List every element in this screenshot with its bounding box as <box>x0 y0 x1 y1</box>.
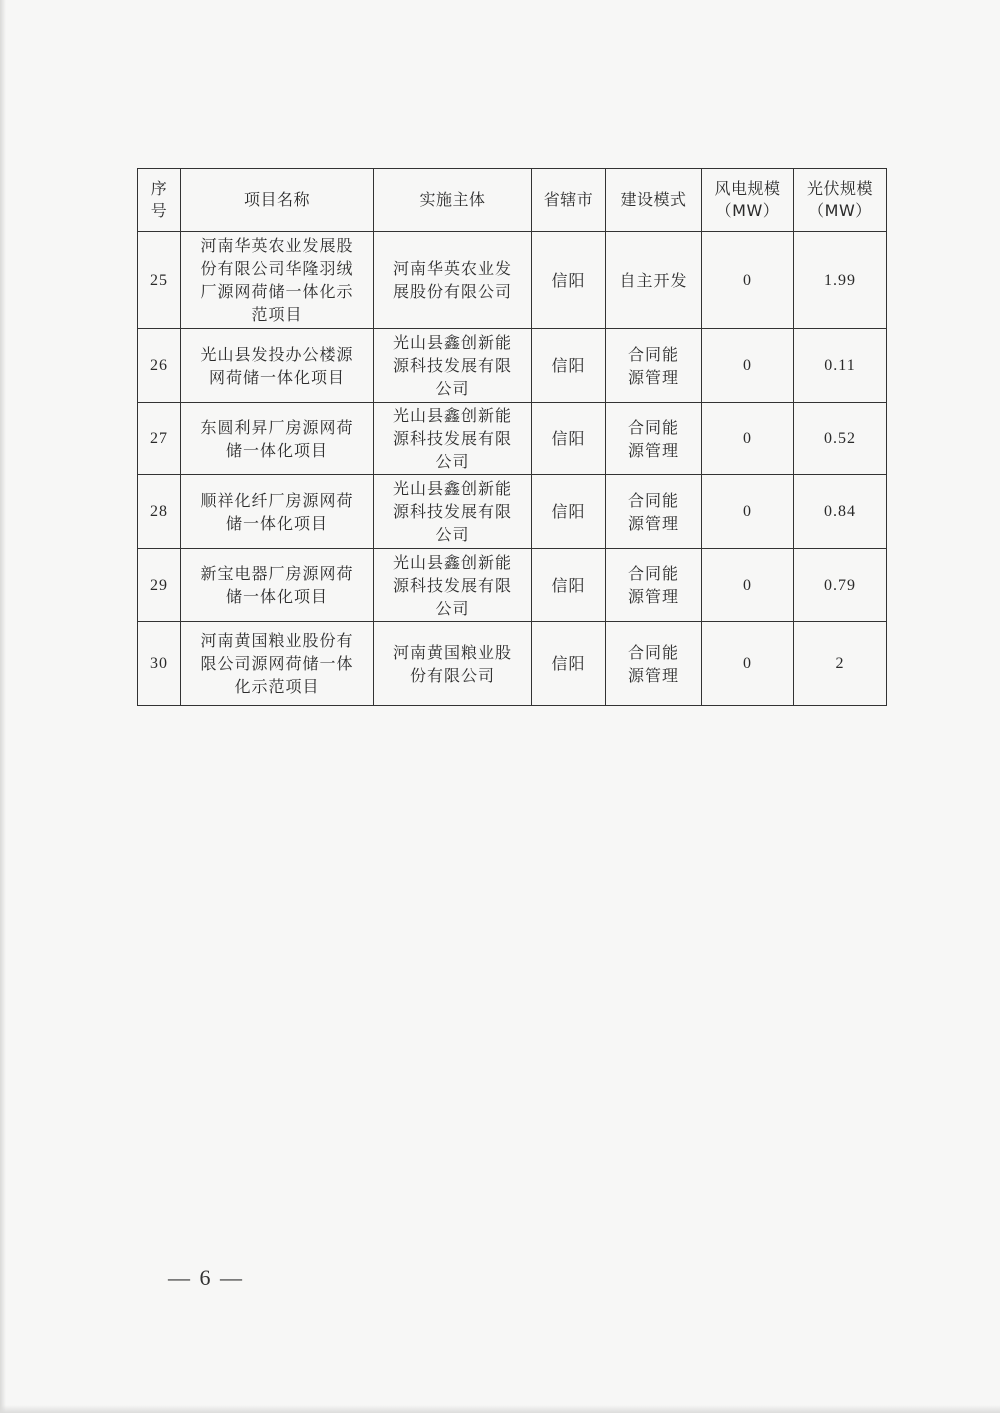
header-wind: 风电规模（MW） <box>702 169 794 232</box>
cell-seq: 26 <box>138 329 181 403</box>
header-entity: 实施主体 <box>374 169 532 232</box>
cell-project-name: 东圆利昇厂房源网荷储一体化项目 <box>181 403 374 475</box>
table-row <box>138 475 887 549</box>
cell-mode: 合同能源管理 <box>606 475 702 549</box>
cell-city: 信阳 <box>532 622 606 706</box>
cell-solar: 2 <box>794 622 887 706</box>
cell-wind: 0 <box>702 475 794 549</box>
cell-entity: 光山县鑫创新能源科技发展有限公司 <box>374 329 532 403</box>
table-row <box>138 549 887 622</box>
page-number: — 6 — <box>168 1265 244 1290</box>
cell-solar: 0.11 <box>794 329 887 403</box>
cell-wind: 0 <box>702 622 794 706</box>
cell-seq: 29 <box>138 549 181 622</box>
table-row <box>138 329 887 403</box>
table-row <box>138 622 887 706</box>
cell-mode: 自主开发 <box>606 232 702 329</box>
cell-seq: 28 <box>138 475 181 549</box>
cell-wind: 0 <box>702 403 794 475</box>
header-city: 省辖市 <box>532 169 606 232</box>
cell-seq: 27 <box>138 403 181 475</box>
cell-entity: 光山县鑫创新能源科技发展有限公司 <box>374 475 532 549</box>
cell-city: 信阳 <box>532 549 606 622</box>
cell-project-name: 河南华英农业发展股份有限公司华隆羽绒厂源网荷储一体化示范项目 <box>181 232 374 329</box>
cell-entity: 光山县鑫创新能源科技发展有限公司 <box>374 403 532 475</box>
cell-project-name: 顺祥化纤厂房源网荷储一体化项目 <box>181 475 374 549</box>
cell-mode: 合同能源管理 <box>606 622 702 706</box>
cell-solar: 1.99 <box>794 232 887 329</box>
cell-solar: 0.79 <box>794 549 887 622</box>
table-header-row <box>138 169 887 232</box>
cell-city: 信阳 <box>532 232 606 329</box>
cell-mode: 合同能源管理 <box>606 549 702 622</box>
cell-project-name: 河南黄国粮业股份有限公司源网荷储一体化示范项目 <box>181 622 374 706</box>
cell-solar: 0.52 <box>794 403 887 475</box>
cell-wind: 0 <box>702 329 794 403</box>
header-name: 项目名称 <box>181 169 374 232</box>
cell-wind: 0 <box>702 232 794 329</box>
cell-entity: 河南黄国粮业股份有限公司 <box>374 622 532 706</box>
cell-solar: 0.84 <box>794 475 887 549</box>
cell-city: 信阳 <box>532 403 606 475</box>
cell-entity: 光山县鑫创新能源科技发展有限公司 <box>374 549 532 622</box>
header-solar: 光伏规模（MW） <box>794 169 887 232</box>
cell-city: 信阳 <box>532 475 606 549</box>
table-row <box>138 232 887 329</box>
cell-project-name: 光山县发投办公楼源网荷储一体化项目 <box>181 329 374 403</box>
header-mode: 建设模式 <box>606 169 702 232</box>
project-table <box>137 168 887 706</box>
cell-seq: 30 <box>138 622 181 706</box>
cell-city: 信阳 <box>532 329 606 403</box>
table-row <box>138 403 887 475</box>
cell-mode: 合同能源管理 <box>606 329 702 403</box>
page-edge-shadow <box>0 0 6 1413</box>
cell-mode: 合同能源管理 <box>606 403 702 475</box>
cell-wind: 0 <box>702 549 794 622</box>
cell-project-name: 新宝电器厂房源网荷储一体化项目 <box>181 549 374 622</box>
cell-seq: 25 <box>138 232 181 329</box>
page-bottom-shadow <box>0 1405 1000 1413</box>
header-seq: 序号 <box>138 169 181 232</box>
cell-entity: 河南华英农业发展股份有限公司 <box>374 232 532 329</box>
